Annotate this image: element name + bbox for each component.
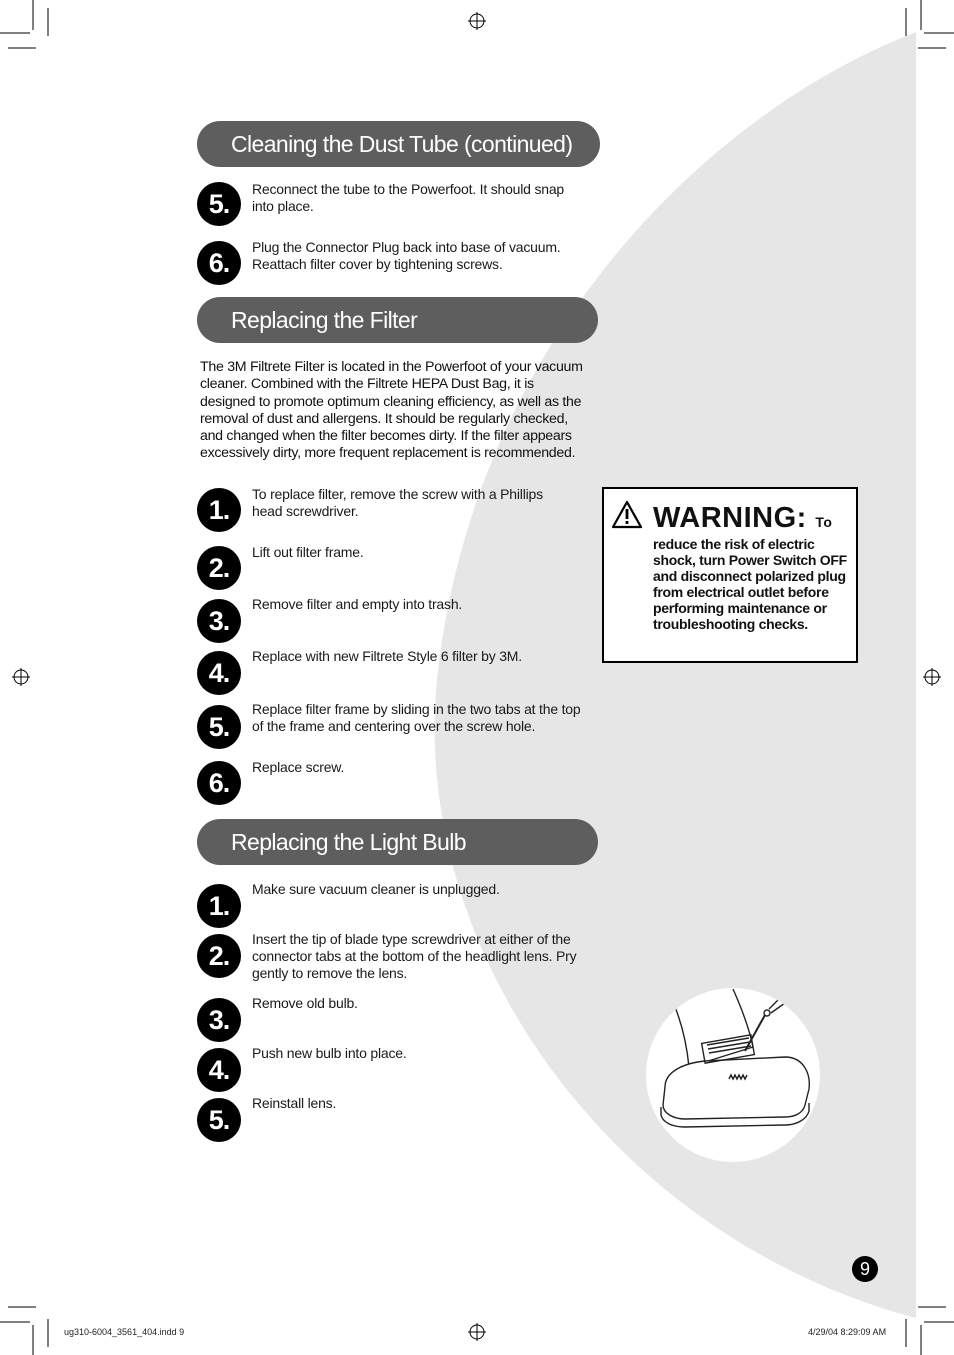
step-number: 1. — [197, 488, 241, 532]
footer-timestamp: 4/29/04 8:29:09 AM — [808, 1327, 887, 1337]
step-text: Insert the tip of blade type screwdriver at either of the connector tabs at the bottom of the headlight lens. Pry gently to remove the lens. — [252, 931, 577, 981]
warning-box — [602, 487, 858, 663]
step-text: Lift out filter frame. — [252, 544, 364, 560]
step-number: 6. — [197, 761, 241, 805]
step-text: Plug the Connector Plug back into base of vacuum. Reattach filter cover by tightening screws. — [252, 239, 561, 272]
step-number: 3. — [197, 599, 241, 643]
step-text: Reconnect the tube to the Powerfoot. It should snap into place. — [252, 181, 565, 214]
warning-title — [653, 502, 832, 535]
warning-title-text: WARNING: — [653, 502, 807, 534]
step-number: 5. — [197, 1098, 241, 1142]
step-number: 2. — [197, 546, 241, 590]
step-number: 1. — [197, 884, 241, 928]
step-text: Remove old bulb. — [252, 995, 358, 1011]
warning-message: reduce the risk of electric shock, turn Power Switch OFF and disconnect polarized plug from electrical outlet before performing maintenance or troubleshooting checks. — [653, 536, 847, 632]
step-number: 6. — [197, 241, 241, 285]
step-number: 5. — [197, 705, 241, 749]
vacuum-headlight-illustration — [645, 987, 821, 1163]
warning-triangle-icon — [611, 500, 643, 529]
step-text: Push new bulb into place. — [252, 1045, 407, 1061]
section-title-filter: Replacing the Filter — [197, 297, 598, 343]
step-number: 2. — [197, 934, 241, 978]
step-number: 4. — [197, 651, 241, 695]
warning-lead-text: To — [815, 514, 833, 530]
step-text: Replace with new Filtrete Style 6 filter by 3M. — [252, 648, 522, 664]
footer-file-slug: ug310-6004_3561_404.indd 9 — [64, 1327, 185, 1337]
step-text: Replace screw. — [252, 759, 345, 775]
section-title-light-bulb: Replacing the Light Bulb — [197, 819, 598, 865]
step-text: Remove filter and empty into trash. — [252, 596, 463, 612]
step-text: To replace filter, remove the screw with a Phillips head screwdriver. — [252, 486, 543, 519]
section-title-dust-tube: Cleaning the Dust Tube (continued) — [197, 121, 600, 167]
step-text: Replace filter frame by sliding in the two tabs at the top of the frame and centering over the screw hole. — [252, 701, 581, 734]
step-text: Reinstall lens. — [252, 1095, 337, 1111]
filter-intro-paragraph: The 3M Filtrete Filter is located in the Powerfoot of your vacuum cleaner. Combined with the Filtrete HEPA Dust Bag, it is designed to promote optimum cleaning efficiency, as well as the removal of dust and allergens. It should be regularly checked, and changed when the filter becomes dirty. If the filter appears excessively dirty, more frequent replacement is recommended. — [200, 359, 583, 462]
step-number: 5. — [197, 182, 241, 226]
step-number: 4. — [197, 1048, 241, 1092]
step-number: 3. — [197, 998, 241, 1042]
step-text: Make sure vacuum cleaner is unplugged. — [252, 881, 500, 897]
page-number-badge: 9 — [852, 1256, 878, 1282]
